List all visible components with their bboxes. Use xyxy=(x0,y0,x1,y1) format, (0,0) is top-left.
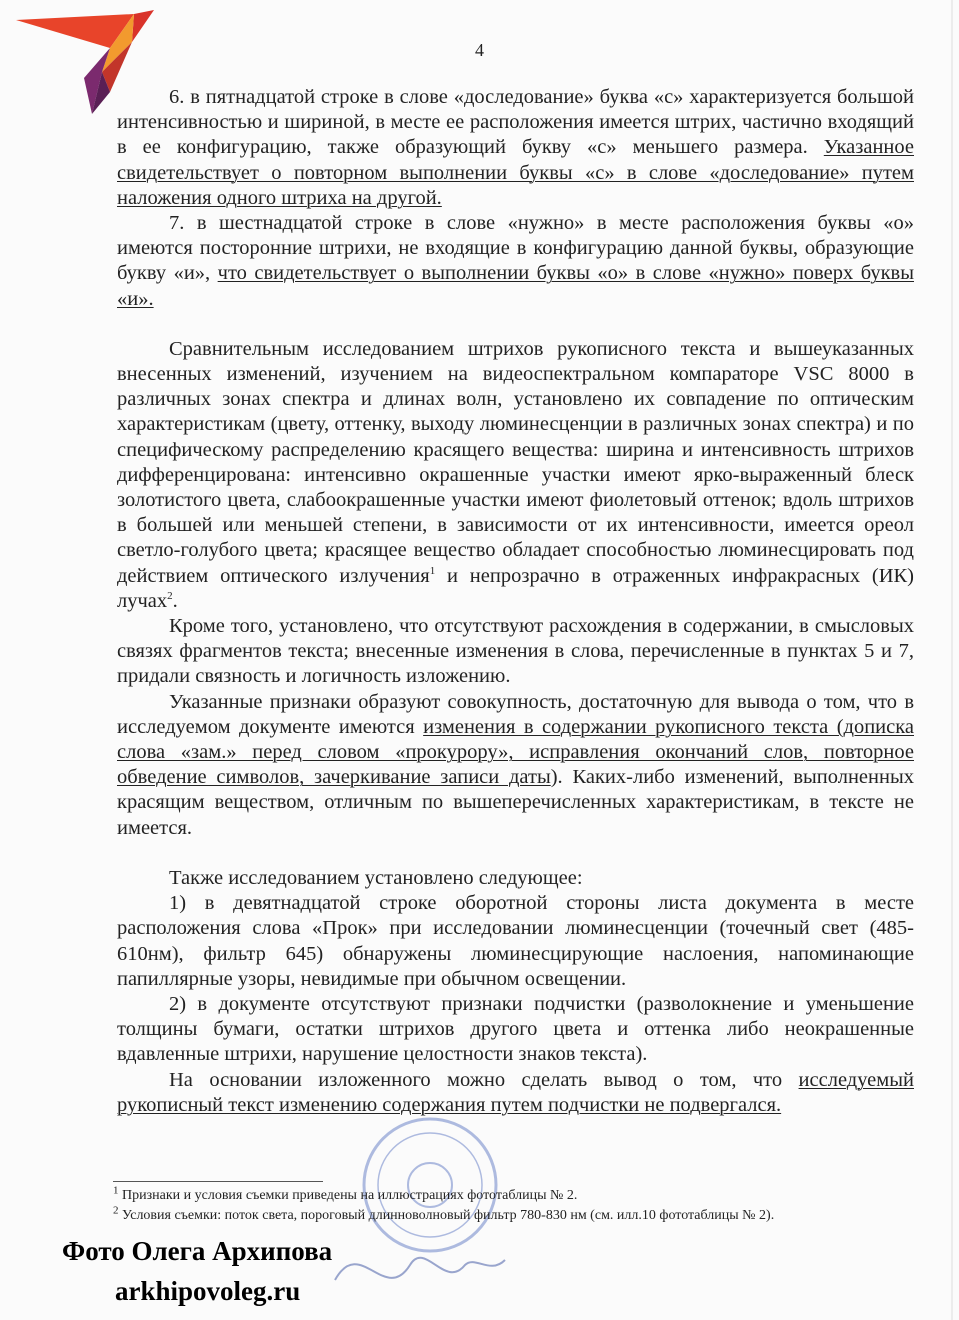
paragraph-final-conclusion xyxy=(117,1068,914,1118)
page-number: 4 xyxy=(475,40,484,60)
paragraph-conclusion-changes xyxy=(117,690,914,841)
paragraph-also-established xyxy=(117,866,914,891)
text-run: 6. в пятнадцатой строке в слове «доследование» буква «с» характеризуется большой интенсивностью и шириной, в месте ее расположения имеется штрих, частично входящий в ее конфигурацию, также образующий букву «с» меньшего размера. xyxy=(117,86,914,159)
text-run: Указанные признаки образуют совокупность, достаточную для вывода о том, что в исследуемом документе имеются xyxy=(117,690,914,738)
text-run: . xyxy=(172,589,178,612)
paragraph-comparative-study xyxy=(117,337,914,614)
paragraph-7 xyxy=(117,211,914,312)
photo-credit: Фото Олега Архипова xyxy=(62,1236,333,1266)
paragraph-item-2 xyxy=(117,992,914,1068)
text-run: Сравнительным исследованием штрихов рукописного текста и вышеуказанных внесенных изменений, изучением на видеоспектральном компараторе VSC 8000 в различных зонах спектра и длинах волн, установлено их совпадение по оптическим характеристикам (цвету, оттенку, выходу люминесценции в различных зонах спектра) и по специфическому распределению красящего вещества: ширина и интенсивность штрихов дифференцирована: интенсивно окрашенные участки имеют ярко-выраженный блеск золотистого цвета, слабоокрашенные участки имеют фиолетовый оттенок; вдоль штрихов в большей или меньшей степени, в зависимости от их интенсивности, имеется ореол светло-голубого цвета; красящее вещество обладает способностью люминесцировать под действием оптического излучения xyxy=(117,337,914,587)
text-run: Кроме того, установлено, что отсутствуют расхождения в содержании, в смысловых связях фрагментов текста; внесенные изменения в слова, перечисленные в пунктах 5 и 7, придали связность и логичность изложению. xyxy=(117,615,914,688)
paragraph-moreover xyxy=(117,614,914,690)
underlined-text: изменения в содержании рукописного текста (дописка слова «зам.» перед словом «прокурору», исправления окончаний слов, повторное обведение символов, зачеркивание записи даты xyxy=(117,715,914,789)
underlined-text: что свидетельствует о выполнении буквы «о» в слове «нужно» поверх буквы «и». xyxy=(117,262,914,310)
photo-credit-site: arkhipovoleg.ru xyxy=(115,1276,301,1306)
text-run: 7. в шестнадцатой строке в слове «нужно» в месте расположения буквы «о» имеются посторонние штрихи, не входящие в конфигурацию данной буквы, образующие букву «и», xyxy=(117,212,914,285)
text-run: и непрозрачно в отраженных инфракрасных (ИК) лучах xyxy=(117,564,915,612)
underlined-text: исследуемый рукописный текст изменению содержания путем подчистки не подвергался. xyxy=(117,1068,914,1116)
footnote-divider xyxy=(113,1181,323,1182)
text-run: 1) в девятнадцатой строке оборотной стороны листа документа в месте расположения слова «Прок» при исследовании люминесценции (точечный свет (485-610нм), фильтр 645) обнаружены люминесцирующие наслоения, напоминающие папиллярные узоры, невидимые при обычном освещении. xyxy=(117,892,914,990)
text-run: Также исследованием установлено следующее: xyxy=(169,866,583,889)
footnote-ref: 1 xyxy=(429,564,436,577)
paragraph-6 xyxy=(117,85,914,211)
text-run: На основании изложенного можно сделать вывод о том, что xyxy=(169,1068,799,1091)
footnote-ref: 2 xyxy=(167,590,173,603)
footnote-2: $^2$ Условия съемки: поток света, пороговый длинноволновый фильтр 780-830 нм (см. илл.10 фототаблицы № 2). xyxy=(113,1204,775,1223)
page-edge xyxy=(951,0,953,1320)
document-body xyxy=(117,85,914,1118)
text-run: ). Каких-либо изменений, выполненных красящим веществом, отличным по вышеперечисленных характеристикам, в тексте не имеется. xyxy=(117,766,914,839)
footnote-1: $^1$ Признаки и условия съемки приведены на иллюстрациях фототаблицы № 2. xyxy=(113,1184,578,1203)
text-run: 2) в документе отсутствуют признаки подчистки (разволокнение и уменьшение толщины бумаги, остатки штрихов другого цвета и оттенка либо неокрашенные вдавленные штрихи, нарушение целостности знаков текста). xyxy=(117,992,914,1066)
paragraph-item-1 xyxy=(117,891,914,992)
underlined-text: Указанное свидетельствует о повторном выполнении буквы «с» в слове «доследование» путем наложения одного штриха на другой. xyxy=(117,136,914,209)
